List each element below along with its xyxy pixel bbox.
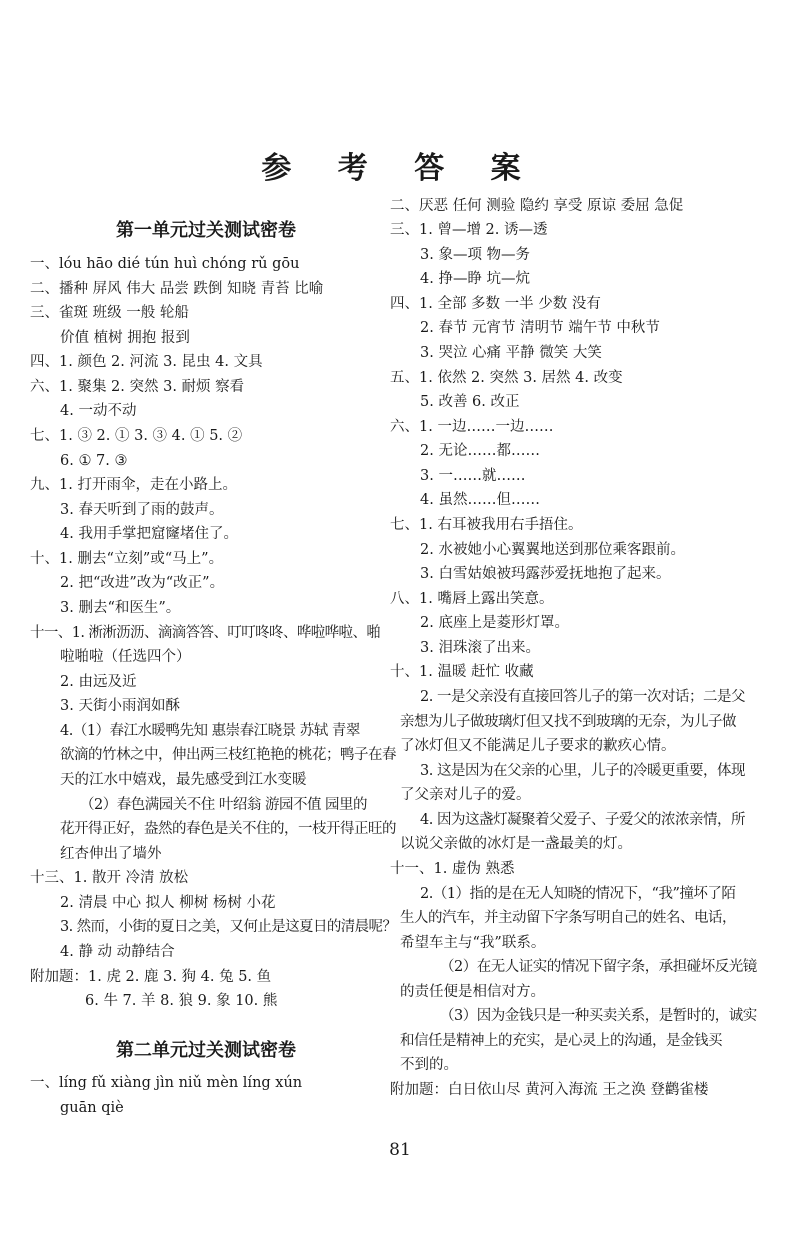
answer-line: 4. 挣—睁 坑—炕 <box>420 271 531 287</box>
answer-line: 2.（1）指的是在无人知晓的情况下，“我”撞坏了陌 <box>420 886 736 902</box>
answer-line: 十一、1. 淅淅沥沥、滴滴答答、叮叮咚咚、哗啦哗啦、啪 <box>30 625 381 641</box>
answer-line: 二、播种 屏风 伟大 品尝 跌倒 知晓 青苔 比喻 <box>30 281 324 297</box>
page-number: 81 <box>389 1140 411 1160</box>
answer-line: 七、1. 右耳被我用右手捂住。 <box>390 517 583 533</box>
answer-line: 八、1. 嘴唇上露出笑意。 <box>390 591 554 607</box>
answer-line: 六、1. 一边……一边…… <box>390 419 554 435</box>
answer-line: 了父亲对儿子的爱。 <box>400 787 531 803</box>
answer-line: 4. 静 动 动静结合 <box>60 944 175 960</box>
answer-line: 九、1. 打开雨伞，走在小路上。 <box>30 477 237 493</box>
answer-line: 3. 然而，小街的夏日之美，又何止是这夏日的清晨呢？ <box>60 919 397 935</box>
answer-line: 希望车主与“我”联系。 <box>400 935 546 951</box>
answer-line: 3. 春天听到了雨的鼓声。 <box>60 502 224 518</box>
answer-line: 一、líng fǔ xiàng jìn niǔ mèn líng xún <box>30 1075 303 1091</box>
answer-line: 3. 删去“和医生”。 <box>60 600 181 616</box>
answer-line: 4. 我用手掌把窟窿堵住了。 <box>60 526 238 542</box>
answer-line: 六、1. 聚集 2. 突然 3. 耐烦 察看 <box>30 379 245 395</box>
answer-line: 价值 植树 拥抱 报到 <box>60 330 190 346</box>
answer-line: 红杏伸出了墙外 <box>60 846 162 862</box>
unit2-heading: 第二单元过关测试密卷 <box>116 1040 296 1061</box>
answer-line: 十、1. 温暖 赶忙 收藏 <box>390 664 534 680</box>
answer-line: 生人的汽车，并主动留下字条写明自己的姓名、电话， <box>400 910 736 926</box>
answer-line: 十、1. 删去“立刻”或“马上”。 <box>30 551 224 567</box>
answer-line: 2. 底座上是菱形灯罩。 <box>420 615 569 631</box>
answer-line: 附加题：1. 虎 2. 鹿 3. 狗 4. 兔 5. 鱼 <box>30 969 272 985</box>
answer-line: 3. 白雪姑娘被玛露莎爱抚地抱了起来。 <box>420 566 671 582</box>
answer-line: 以说父亲做的冰灯是一盏最美的灯。 <box>400 836 632 852</box>
answer-line: 一、lóu hāo dié tún huì chóng rǔ gōu <box>30 256 300 272</box>
answer-line: 三、雀斑 班级 一般 轮船 <box>30 305 189 321</box>
answer-line: 亲想为儿子做玻璃灯但又找不到玻璃的无奈，为儿子做 <box>400 714 736 730</box>
answer-line: 4. 一动不动 <box>60 403 137 419</box>
answer-line: 十三、1. 散开 冷清 放松 <box>30 870 189 886</box>
answer-line: 3. 一……就…… <box>420 468 526 484</box>
answer-line: 2. 一是父亲没有直接回答儿子的第一次对话；二是父 <box>420 689 745 705</box>
answer-line: 2. 把“改进”改为“改正”。 <box>60 575 225 591</box>
answer-line: guān qiè <box>60 1100 124 1116</box>
answer-line: （3）因为金钱只是一种买卖关系，是暂时的，诚实 <box>440 1008 757 1024</box>
answer-line: （2）在无人证实的情况下留字条，承担碰坏反光镜 <box>440 959 757 975</box>
answer-line: 欲滴的竹林之中，伸出两三枝红艳艳的桃花；鸭子在春 <box>60 747 396 763</box>
answer-line: 啦啪啦（任选四个） <box>60 649 191 665</box>
answer-line: 4. 因为这盏灯凝聚着父爱子、子爱父的浓浓亲情，所 <box>420 812 745 828</box>
answer-line: 4.（1）春江水暖鸭先知 惠崇春江晓景 苏轼 青翠 <box>60 723 360 739</box>
answer-line: 3. 哭泣 心痛 平静 微笑 大笑 <box>420 345 602 361</box>
answer-line: 五、1. 依然 2. 突然 3. 居然 4. 改变 <box>390 370 623 386</box>
unit1-heading: 第一单元过关测试密卷 <box>116 220 296 241</box>
answer-line: 不到的。 <box>400 1057 458 1073</box>
answer-line: 的责任便是相信对方。 <box>400 984 545 1000</box>
answer-line: 三、1. 曾—增 2. 诱—透 <box>390 222 548 238</box>
answer-line: 2. 水被她小心翼翼地送到那位乘客跟前。 <box>420 542 685 558</box>
answer-line: 了冰灯但又不能满足儿子要求的歉疚心情。 <box>400 738 676 754</box>
answer-line: 3. 象—项 物—务 <box>420 247 531 263</box>
answer-line: 四、1. 颜色 2. 河流 3. 昆虫 4. 文具 <box>30 354 263 370</box>
answer-line: 2. 无论……都…… <box>420 443 540 459</box>
answer-line: 花开得正好，盎然的春色是关不住的，一枝开得正旺的 <box>60 821 396 837</box>
answer-line: 天的江水中嬉戏，最先感受到江水变暖 <box>60 772 307 788</box>
answer-line: 6. 牛 7. 羊 8. 狼 9. 象 10. 熊 <box>85 993 278 1009</box>
answer-line: 6. ① 7. ③ <box>60 453 128 469</box>
answer-line: 2. 春节 元宵节 清明节 端午节 中秋节 <box>420 320 660 336</box>
answer-line: 3. 泪珠滚了出来。 <box>420 640 540 656</box>
answer-line: 2. 由远及近 <box>60 674 137 690</box>
page-title: 参 考 答 案 <box>261 151 539 186</box>
answer-line: 3. 这是因为在父亲的心里，儿子的冷暖更重要，体现 <box>420 763 745 779</box>
answer-line: 十一、1. 虚伪 熟悉 <box>390 861 515 877</box>
answer-line: 四、1. 全部 多数 一半 少数 没有 <box>390 296 601 312</box>
answer-line: 七、1. ③ 2. ① 3. ③ 4. ① 5. ② <box>30 428 243 444</box>
answer-line: 5. 改善 6. 改正 <box>420 394 520 410</box>
answer-line: 和信任是精神上的充实，是心灵上的沟通，是金钱买 <box>400 1033 722 1049</box>
answer-line: 3. 天街小雨润如酥 <box>60 698 180 714</box>
answer-line: （2）春色满园关不住 叶绍翁 游园不值 园里的 <box>80 797 368 813</box>
answer-line: 2. 清晨 中心 拟人 柳树 杨树 小花 <box>60 895 276 911</box>
answer-line: 二、厌恶 任何 测验 隐约 享受 原谅 委屈 急促 <box>390 198 684 214</box>
answer-line: 4. 虽然……但…… <box>420 492 540 508</box>
answer-line: 附加题：白日依山尽 黄河入海流 王之涣 登鹳雀楼 <box>390 1082 709 1098</box>
